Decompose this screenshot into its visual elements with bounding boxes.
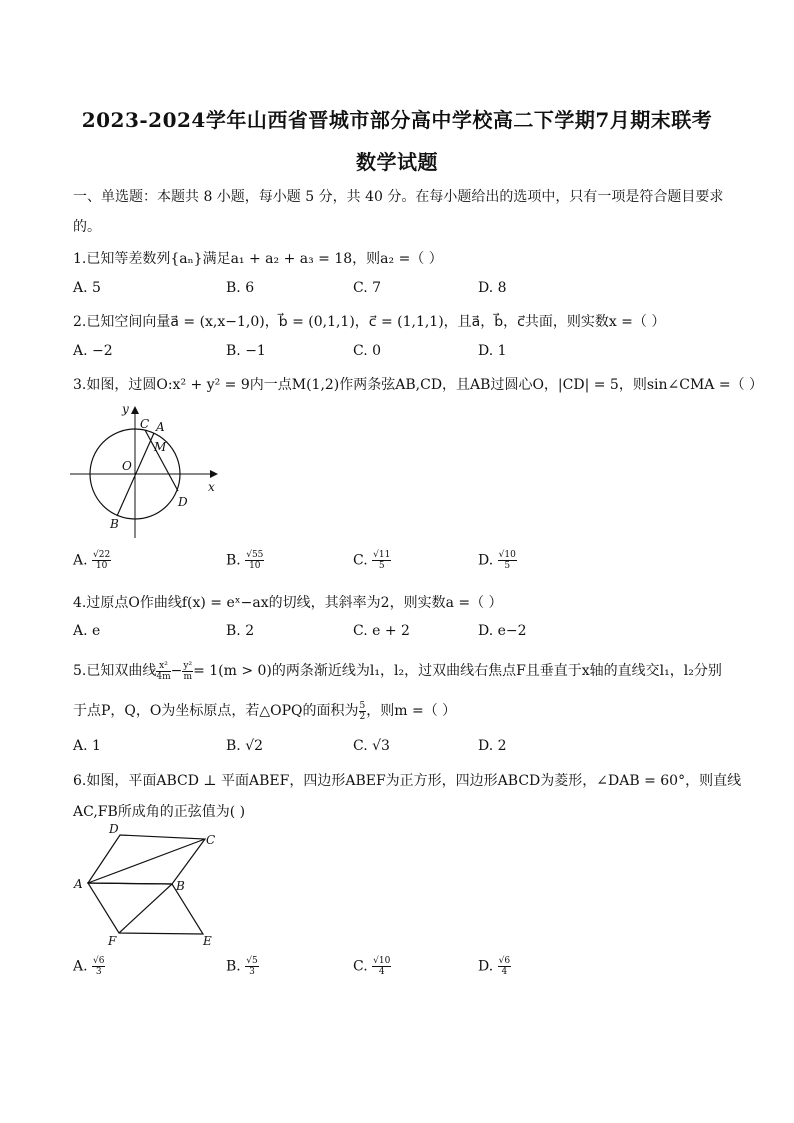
- fraction-numerator: 5: [359, 700, 366, 711]
- fraction-y2-over-m: [182, 661, 193, 682]
- label-e: E: [203, 934, 212, 948]
- stem-text: ，则m =（ ）: [366, 703, 457, 719]
- x-axis-arrow-icon: [210, 470, 218, 478]
- option-fraction: [498, 550, 517, 571]
- question-3-option-a[interactable]: [73, 550, 111, 571]
- question-5-stem-line1: [73, 660, 722, 682]
- label-c: C: [140, 417, 150, 431]
- question-6-figure: [70, 820, 230, 950]
- question-5-option-c[interactable]: C. √3: [353, 738, 390, 754]
- option-prefix: B.: [226, 958, 241, 975]
- question-2-option-a[interactable]: A. −2: [73, 343, 113, 359]
- fraction-numerator: √6: [93, 956, 105, 966]
- stem-text: 于点P，Q，O为坐标原点，若△OPQ的面积为: [73, 703, 359, 719]
- option-fraction: [245, 550, 264, 571]
- fraction-denominator: 5: [378, 561, 385, 571]
- fraction-numerator: √22: [93, 550, 111, 560]
- label-d: D: [178, 495, 188, 509]
- label-a: A: [74, 877, 83, 891]
- option-prefix: A.: [73, 552, 88, 569]
- fraction-numerator: √11: [373, 550, 391, 560]
- section-intro-line1: 一、单选题：本题共 8 小题，每小题 5 分，共 40 分。在每小题给出的选项中，只有一项是符合题目要求: [73, 189, 724, 205]
- segment-fb: [119, 884, 172, 933]
- question-6-option-c[interactable]: [353, 956, 391, 977]
- question-4-option-b[interactable]: B. 2: [226, 623, 255, 639]
- label-x: x: [208, 480, 215, 494]
- y-axis-arrow-icon: [131, 406, 139, 414]
- option-prefix: A.: [73, 958, 88, 975]
- question-3-option-c[interactable]: [353, 550, 391, 571]
- stem-text: 5.已知双曲线: [73, 663, 157, 679]
- fraction-numerator: y²: [183, 660, 193, 671]
- fraction-denominator: m: [183, 671, 192, 682]
- question-3-option-b[interactable]: [226, 550, 264, 571]
- question-2-option-b[interactable]: B. −1: [226, 343, 266, 359]
- option-fraction: [498, 956, 511, 977]
- label-o: O: [122, 459, 132, 473]
- question-3-figure: [70, 398, 230, 538]
- question-6-stem-line1: 6.如图，平面ABCD ⊥ 平面ABEF，四边形ABEF为正方形，四边形ABCD为菱形，∠DAB = 60°，则直线: [73, 773, 742, 789]
- option-prefix: D.: [478, 958, 494, 975]
- question-2-option-d[interactable]: D. 1: [478, 343, 507, 359]
- option-prefix: D.: [478, 552, 494, 569]
- question-4-stem: 4.过原点O作曲线f(x) = eˣ−ax的切线，其斜率为2，则实数a =（ ）: [73, 595, 503, 611]
- fraction-numerator: x²: [156, 661, 170, 672]
- fraction-denominator: 4: [378, 967, 385, 977]
- question-1-stem: 1.已知等差数列{aₙ}满足a₁ + a₂ + a₃ = 18，则a₂ =（ ）: [73, 251, 443, 267]
- label-b: B: [176, 879, 185, 893]
- option-prefix: B.: [226, 552, 241, 569]
- fraction-denominator: 10: [249, 561, 261, 571]
- option-prefix: C.: [353, 958, 368, 975]
- option-fraction: [372, 550, 391, 571]
- option-fraction: [92, 956, 105, 977]
- question-1-option-a[interactable]: A. 5: [73, 280, 101, 296]
- option-prefix: C.: [353, 552, 368, 569]
- option-fraction: [92, 550, 111, 571]
- fraction-denominator: 3: [95, 967, 102, 977]
- fraction-denominator: 4: [501, 967, 508, 977]
- label-d: D: [109, 822, 119, 836]
- option-fraction: [372, 956, 391, 977]
- question-6-option-d[interactable]: [478, 956, 511, 977]
- exam-subtitle: 数学试题: [356, 150, 438, 174]
- label-y: y: [122, 402, 129, 416]
- fraction-numerator: √10: [373, 956, 391, 966]
- question-5-option-d[interactable]: D. 2: [478, 738, 507, 754]
- question-2-option-c[interactable]: C. 0: [353, 343, 382, 359]
- exam-title: 2023-2024学年山西省晋城市部分高中学校高二下学期7月期末联考: [81, 108, 713, 132]
- question-5-stem-line2: [73, 700, 456, 722]
- question-4-option-a[interactable]: A. e: [73, 623, 101, 639]
- stem-text: = 1(m > 0)的两条渐近线为l₁，l₂，过双曲线右焦点F且垂直于x轴的直线交l₁，l₂分别: [193, 663, 722, 679]
- fraction-numerator: √5: [246, 956, 258, 966]
- label-a: A: [156, 420, 165, 434]
- question-1-option-c[interactable]: C. 7: [353, 280, 382, 296]
- question-1-option-d[interactable]: D. 8: [478, 280, 507, 296]
- question-4-option-d[interactable]: D. e−2: [478, 623, 527, 639]
- fraction-denominator: 5: [504, 561, 511, 571]
- question-2-stem: 2.已知空间向量a⃗ = (x,x−1,0)，b⃗ = (0,1,1)，c⃗ = (1,1,1)，且a⃗，b⃗，c⃗共面，则实数x =（ ）: [73, 314, 666, 330]
- option-fraction: [245, 956, 258, 977]
- question-3-stem: 3.如图，过圆O:x² + y² = 9内一点M(1,2)作两条弦AB,CD，且AB过圆心O，|CD| = 5，则sin∠CMA =（ ）: [73, 377, 764, 393]
- question-6-stem-line2: AC,FB所成角的正弦值为( ): [73, 804, 246, 820]
- fraction-denominator: 4m: [156, 671, 171, 682]
- fraction-numerator: √10: [498, 550, 516, 560]
- question-6-option-b[interactable]: [226, 956, 259, 977]
- fraction-x2-over-4m: [156, 661, 170, 682]
- question-6-option-a[interactable]: [73, 956, 105, 977]
- question-1-option-b[interactable]: B. 6: [226, 280, 255, 296]
- section-intro-line2: 的。: [73, 219, 101, 235]
- segment-ac: [88, 839, 205, 883]
- label-c: C: [206, 833, 216, 847]
- fraction-numerator: √55: [246, 550, 264, 560]
- question-5-option-b[interactable]: B. √2: [226, 738, 264, 754]
- label-f: F: [108, 934, 117, 948]
- question-5-option-a[interactable]: A. 1: [73, 738, 101, 754]
- minus-sign: −: [170, 663, 183, 679]
- fraction-numerator: √6: [498, 956, 511, 966]
- fraction-denominator: 2: [359, 711, 366, 722]
- label-m: M: [154, 440, 167, 454]
- fraction-denominator: 3: [249, 967, 255, 977]
- question-4-option-c[interactable]: C. e + 2: [353, 623, 410, 639]
- label-b: B: [110, 517, 119, 531]
- fraction-denominator: 10: [95, 561, 108, 571]
- question-3-option-d[interactable]: [478, 550, 517, 571]
